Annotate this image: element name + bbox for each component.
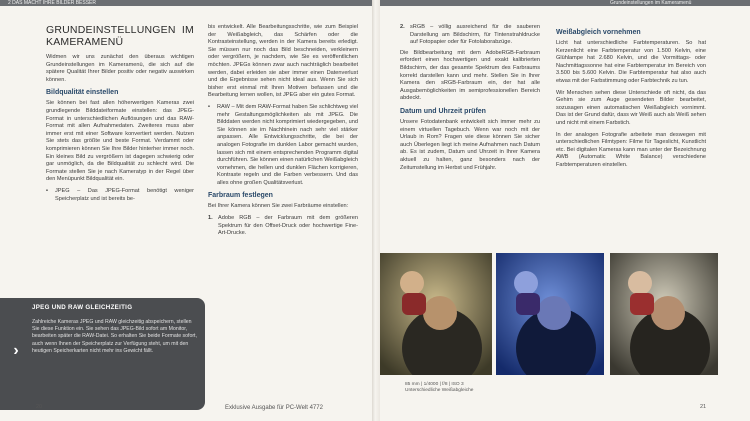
bullet-jpeg-text: JPEG – Das JPEG-Format benötigt weniger Speicherplatz und ist bereits be-: [55, 187, 194, 202]
intro-paragraph: Widmen wir uns zunächst den überaus wichtigen Grundeinstellungen im Kameramenü, die sich auf die spätere Qualität Ihrer Bilder positiv oder negativ auswirken können.: [46, 54, 194, 83]
list-item-srgb: 2. sRGB – völlig ausreichend für die sauberen Darstellung am Bildschirm, für Tintenstrahldrucke auf Fotopapier oder für Fotolaborabzüge.: [400, 24, 540, 46]
white-balance-paragraph-2: Wir Menschen sehen diese Unterschiede oft nicht, da das Gehirn sie zum Auge gesendeten Bilder bearbeitet, sozusagen einen automatischen Weißabgleich vornimmt. Das ist der Grund dafür, dass wir Weiß auch als Weiß sehen und nicht mit einem Farbstich.: [556, 89, 706, 126]
bullet-jpeg: • JPEG – Das JPEG-Format benötigt weniger Speicherplatz und ist bereits be-: [46, 187, 194, 202]
list-item-adobe-rgb-text: Adobe RGB – der Farbraum mit dem größeren Spektrum für den Offset-Druck oder hochwertige Fine-Art-Drucke.: [218, 215, 358, 237]
running-head-left: 2 DAS MACHT IHRE BILDER BESSER: [8, 0, 96, 6]
image-quality-paragraph: Sie können bei fast allen höherwertigen Kameras zwei grundlegende Bilddateiformate einstellen: das JPEG-Format in unterschiedlichen Auflösungen und das RAW-Format mit allen Aufnahmedaten. Zweiteres muss aber immer erst mit einer Software konvertiert werden. Nutzen Sie stets das größte und beste Format. Verdammt oder komprimieren können Sie Ihre Bilder hinterher immer noch. Ein kleines Bild zu vergrößern ist dagegen schwierig oder gar unmöglich, da die Bildqualität zu schlecht wird. Die Formate stellen Sie je nach Kameratyp in der Regel über den Menüpunkt Bildqualität ein.: [46, 100, 194, 183]
jpeg-continuation-paragraph: bis entwickelt. Alle Bearbeitungsschritte, wie zum Beispiel der Weißabgleich, das Schärfen oder die Kontrasteinstellung, werden in der Kamera bereits erledigt. Sie müssen nur noch das Bild beschneiden, verkleinern oder vergrößern, je nachdem, wie Sie es veröffentlichen möchten. JPEGs können zwar auch nachträglich bearbeitet werden, dabei erleiden sie aber immer einen Datenverlust und die Ergebnisse sehen nicht ideal aus. Wenn Sie sich bisher erst einmal mit Ihren Motiven befassen und die Bearbeitung lernen wollen, ist JPEG aber ein gutes Format.: [208, 24, 358, 99]
color-space-paragraph: Bei Ihrer Kamera können Sie zwei Farbräume einstellen:: [208, 203, 349, 210]
column-1: [46, 24, 194, 300]
list-item-srgb-text: sRGB – völlig ausreichend für die sauberen Darstellung am Bildschirm, für Tintenstrahldrucke auf Fotopapier oder für Fotolaborabzüge.: [410, 24, 540, 46]
section-title: GRUNDEINSTELLUNGEN IM KAMERAMENÜ: [46, 24, 194, 48]
heading-image-quality: Bildqualität einstellen: [46, 89, 119, 97]
adobe-rgb-paragraph: Die Bildbearbeitung mit dem AdobeRGB-Farbraum erfordert einen hochwertigen und exakt kalibrierten Bildschirm, der das gesamte Spektrum des Farbraums korrekt darstellen kann und mehr. Stellen Sie in Ihrer Kamera den sRGB-Farbraum ein, der hat alle Ausgabemöglichkeiten im semiprofessionellen Bereich abdeckt.: [400, 49, 540, 102]
column-4: [556, 24, 706, 252]
photo-neutral-white-balance: [610, 253, 718, 375]
running-head-right: Grundeinstellungen im Kameramenü: [610, 0, 692, 6]
date-time-paragraph: Unsere Fotodatenbank entwickelt sich immer mehr zu einem virtuellen Tagebuch. Wenn war noch mit der Urlaub in Rom? Fragen wie diese können Sie sicher auch Überlegen liegt ich meine Aufnahmen nach Datum ab. Es ist zudem, Datum und Uhrzeit in Ihrer Kamera aktuell zu halten, ganz besonders nach der Zeitumstellung im Herbst und Frühjahr.: [400, 118, 540, 171]
page-number-left: 20: [36, 404, 43, 410]
white-balance-paragraph-3: In der analogen Fotografie arbeitete man deswegen mit unterschiedlichen Filmtypen: Filme für Tageslicht, Kunstlicht etc. Bei digitalen Kameras kann man unter der Bezeichnung AWB (Automatic White Balance) verschiedene Farbtemperaturen einstellen.: [556, 131, 706, 168]
info-box-text: Zahlreiche Kameras JPEG und RAW gleichzeitig abspeichern, stellen Sie diese Funktion ein. Sie sehen das JPEG-Bild sofort am Monitor, bearbeiten später die RAW-Datei. So erhalten Sie beide Formate sofort, auch wenn Ihnen der Speicherplatz zur Verfügung steht, um mit den heutigen Speicherkarten nicht mehr ins Gewicht fällt.: [32, 319, 197, 354]
column-2: [208, 24, 358, 400]
footer-edition-note: Exklusive Ausgabe für PC-Welt 4772: [225, 405, 323, 411]
heading-date-time: Datum und Uhrzeit prüfen: [400, 107, 486, 115]
photo-warm-white-balance: [380, 253, 492, 375]
bullet-raw: • RAW – Mit dem RAW-Format haben Sie schlichtweg viel mehr Gestaltungsmöglichkeiten als mit JPEG. Die Bilddaten werden nicht komprimiert wiedergegeben, und Sie können sie im Nachhinein nach sehr viel stärker anpassen. Alle Entwicklungsschritte, die bei der analogen Fotografie im dunklen Labor gemacht wurden, lassen sich mit einem entsprechenden Programm digital durchführen. Sie können einen natürlichen Weißabgleich vornehmen, die hellen und dunklen Flächen korrigieren, Kontraste regeln und die Farben verbessern. Und das alles ohne großen Qualitätsverlust.: [208, 103, 358, 186]
header-bar-right: [380, 0, 750, 6]
photo-blue-white-balance: [496, 253, 604, 375]
page-number-right: 21: [700, 404, 707, 410]
info-box-title: JPEG UND RAW GLEICHZEITIG: [32, 304, 133, 311]
photo-caption-text: Unterschiedliche Weißabgleiche: [405, 388, 474, 393]
list-item-adobe-rgb: 1. Adobe RGB – der Farbraum mit dem größeren Spektrum für den Offset-Druck oder hochwertige Fine-Art-Drucke.: [208, 215, 358, 237]
page-gutter: [372, 0, 380, 421]
column-3: [400, 24, 540, 250]
chevron-right-icon[interactable]: ›: [13, 342, 19, 359]
info-box: [0, 298, 205, 410]
white-balance-paragraph-1: Licht hat unterschiedliche Farbtemperaturen. So hat Kerzenlicht eine Farbtemperatur von 1.500 Kelvin, eine Glühlampe hat 2.680 Kelvin, und die Vormittags- oder Nachmittagssonne hat eine Farbtemperatur im Bereich von 3.500 bis 5.600 Kelvin. Die Farbtemperatur hat also auch etwas mit der Farbstimmung oder Farbtechnik zu tun.: [556, 40, 706, 84]
photo-caption-settings: 85 mm | 1/4000 | f/8 | ISO 3: [405, 382, 464, 387]
heading-white-balance: Weißabgleich vornehmen: [556, 29, 641, 36]
bullet-raw-text: RAW – Mit dem RAW-Format haben Sie schlichtweg viel mehr Gestaltungsmöglichkeiten als mit JPEG. Die Bilddaten werden nicht komprimiert wiedergegeben, und Sie können sie im Nachhinein nach sehr viel stärker anpassen. Alle Entwicklungsschritte, die bei der analogen Fotografie im dunklen Labor gemacht wurden, lassen sich mit einem entsprechenden Programm digital durchführen. Sie können einen natürlichen Weißabgleich vornehmen, die hellen und dunklen Flächen korrigieren, Kontraste regeln und die Farben verbessern. Und das alles ohne großen Qualitätsverlust.: [217, 103, 358, 186]
photo-caption: [405, 382, 473, 394]
heading-color-space: Farbraum festlegen: [208, 192, 273, 200]
